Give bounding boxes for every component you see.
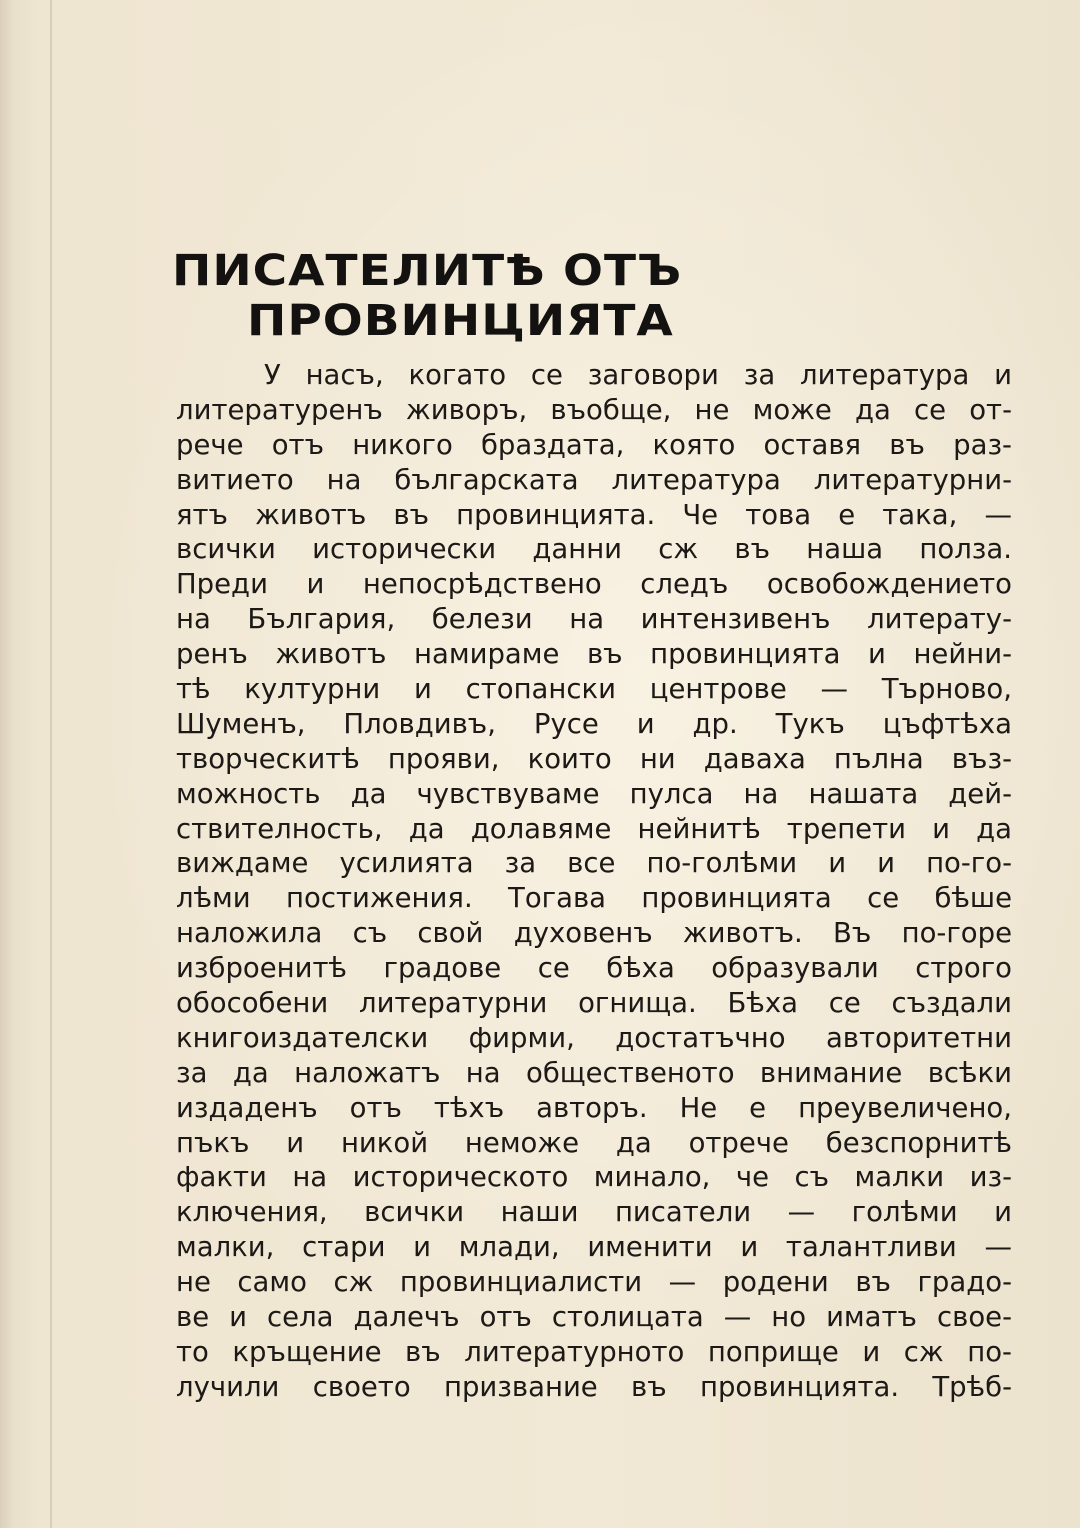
text-line: тѣ културни и стопански центрове — Търново, xyxy=(176,673,1012,706)
text-line: издаденъ отъ тѣхъ авторъ. Не е преувеличено, xyxy=(176,1091,1012,1124)
text-line: за да наложатъ на общественото внимание всѣки xyxy=(176,1056,1012,1089)
text-line: книгоиздателски фирми, достатъчно авторитетни xyxy=(176,1021,1012,1054)
text-line: то кръщение въ литературното поприще и сж по- xyxy=(176,1335,1012,1368)
text-line: не само сж провинциалисти — родени въ градо- xyxy=(176,1266,1012,1299)
text-line: Шуменъ, Пловдивъ, Русе и др. Тукъ цъфтѣха xyxy=(176,707,1012,740)
text-line: литературенъ живоръ, въобще, не може да се от- xyxy=(176,393,1012,426)
text-line: пъкъ и никой неможе да отрече безспорнитѣ xyxy=(176,1126,1012,1159)
text-line: ключения, всички наши писатели — голѣми и xyxy=(176,1196,1012,1229)
text-line: витието на българската литература литературни- xyxy=(176,463,1012,496)
text-line: рече отъ никого браздата, която оставя въ раз- xyxy=(176,428,1012,461)
page-edge-shadow xyxy=(50,0,52,1528)
title-line-2: ПРОВИНЦИЯТА xyxy=(247,296,674,347)
text-line: виждаме усилията за все по-голѣми и и по-го- xyxy=(176,847,1012,880)
text-line: факти на историческото минало, че съ малки из- xyxy=(176,1161,1012,1194)
text-line: творческитѣ прояви, които ни даваха пълна въз- xyxy=(176,742,1012,775)
text-line: изброенитѣ градове се бѣха образували строго xyxy=(176,952,1012,985)
title-line-1: ПИСАТЕЛИТѢ ОТЪ xyxy=(172,246,683,297)
text-line: ренъ животъ намираме въ провинцията и нейни- xyxy=(176,638,1012,671)
text-line: малки, стари и млади, именити и талантливи — xyxy=(176,1231,1012,1264)
text-line: на България, белези на интензивенъ литерату- xyxy=(176,603,1012,636)
text-line: обособени литературни огнища. Бѣха се създали xyxy=(176,987,1012,1020)
page-title xyxy=(172,246,732,349)
article-body xyxy=(176,358,1012,1405)
text-line: можность да чувствуваме пулса на нашата дей- xyxy=(176,777,1012,810)
text-line: Преди и непосрѣдствено следъ освобождението xyxy=(176,568,1012,601)
text-line: ве и села далечъ отъ столицата — но иматъ свое- xyxy=(176,1301,1012,1334)
text-line: ствителность, да долавяме нейнитѣ трепети и да xyxy=(176,812,1012,845)
text-line: лѣми постижения. Тогава провинцията се бѣше xyxy=(176,882,1012,915)
text-line: У насъ, когато се заговори за литература и xyxy=(264,359,1012,391)
text-line: лучили своето призвание въ провинцията. Трѣб- xyxy=(176,1370,1012,1403)
text-line: всички исторически данни сж въ наша полза. xyxy=(176,533,1012,566)
text-line: наложила съ свой духовенъ животъ. Въ по-горе xyxy=(176,917,1012,950)
text-line: ятъ животъ въ провинцията. Че това е така, — xyxy=(176,498,1012,531)
